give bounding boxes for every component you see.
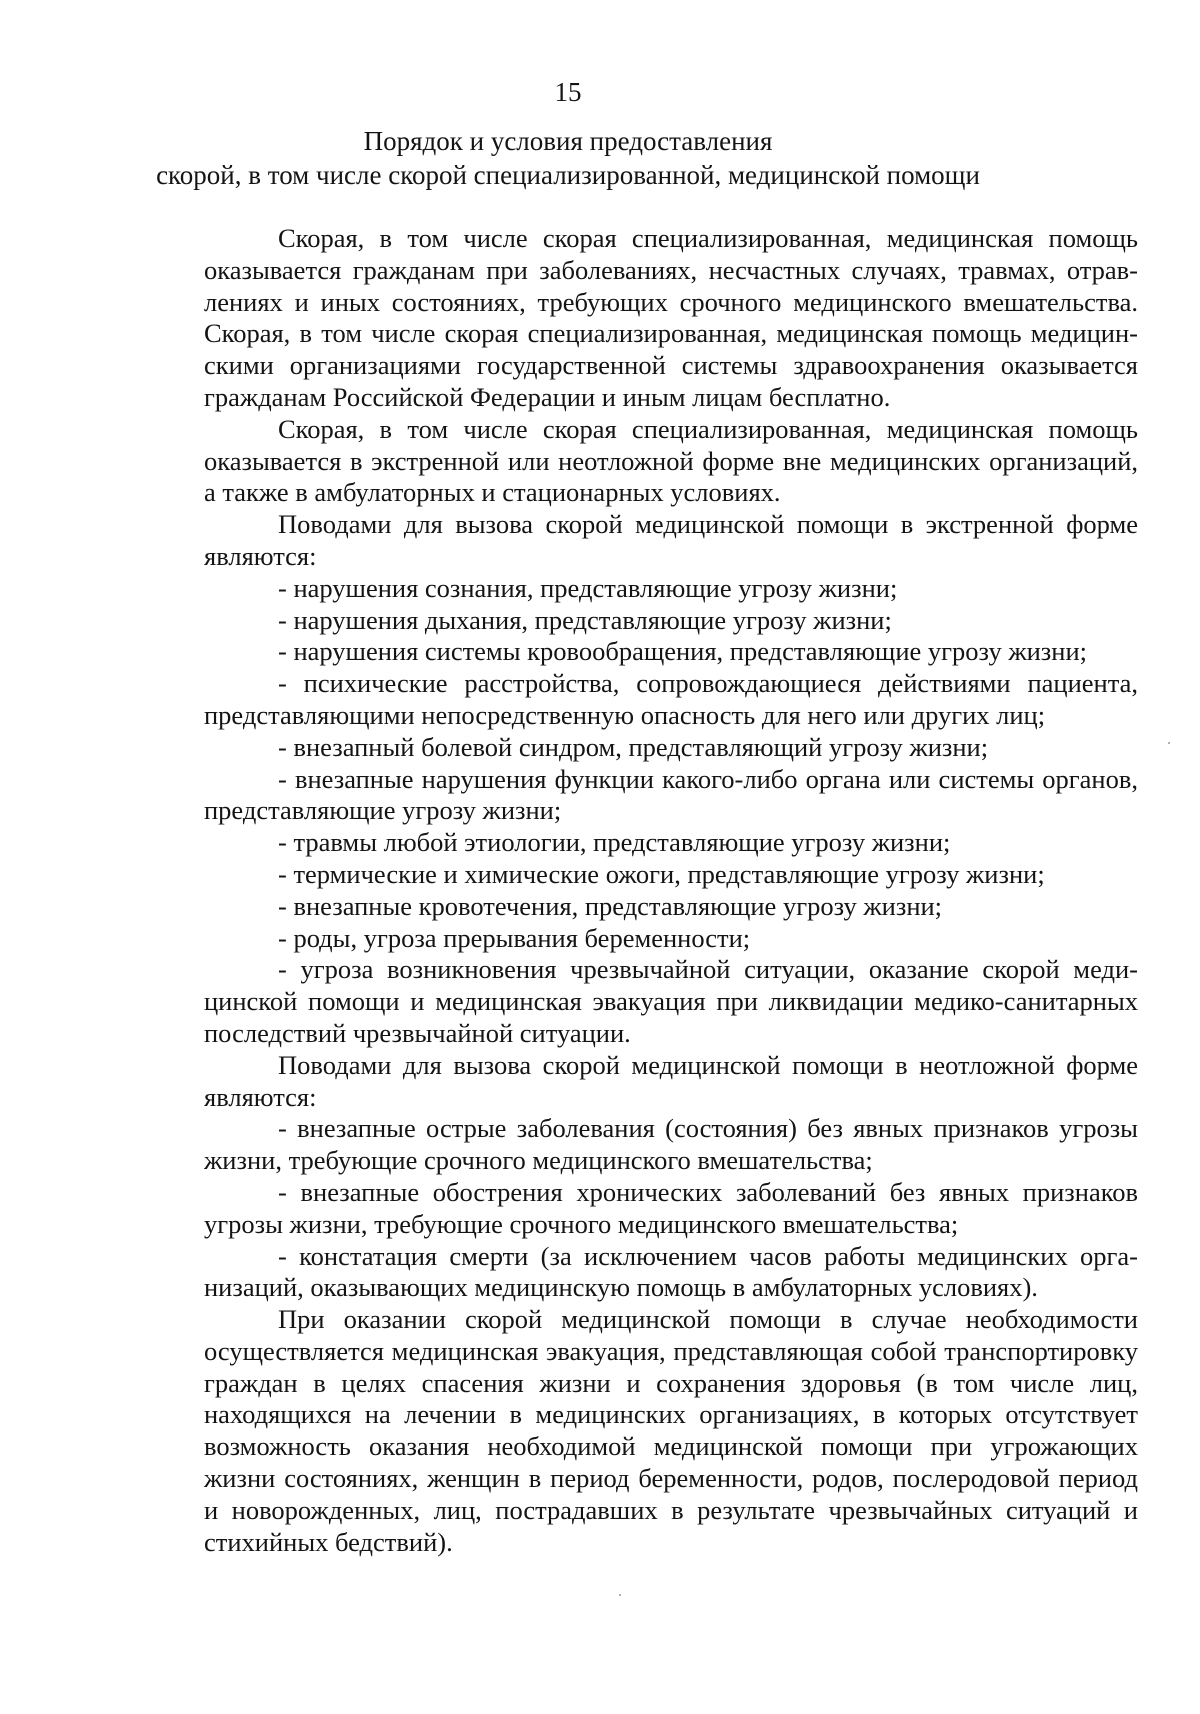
scan-speck — [1168, 742, 1170, 744]
list-item: - нарушения сознания, представляющие угрозу жизни; — [278, 572, 898, 603]
list-item: - угроза возникновения чрезвычайной ситуации, оказание скорой медицинской помощи и медицинская эвакуация при ликвидации медико-санитарных последствий чрезвычайной ситуации. — [204, 954, 1138, 1048]
list-item: - роды, угроза прерывания беременности; — [278, 922, 751, 953]
list-item: - констатация смерти (за исключением часов работы медицинских организаций, оказывающих медицинскую помощь в амбулаторных условиях). — [204, 1240, 1138, 1303]
list-item: - нарушения системы кровообращения, представляющие угрозу жизни; — [278, 636, 1088, 667]
scan-speck — [619, 1594, 621, 1596]
paragraph-intro-1: Скорая, в том числе скорая специализированная, медицинская помощь оказывается гражданам при заболеваниях, несчастных случаях, травмах, отравлениях и иных состояниях, требующих срочного медицинского вмешательства. Скорая, в том числе скорая специализированная, медицинская помощь медицинскими организациями государственной системы здравоохранения оказывается гражданам Российской Федерации и иным лицам бесплатно. — [204, 223, 1138, 412]
list-item: - внезапные острые заболевания (состояния) без явных признаков угрозы жизни, требующие срочного медицинского вмешательства; — [204, 1113, 1138, 1176]
section-heading — [0, 124, 1136, 192]
paragraph-urgent-reasons: Поводами для вызова скорой медицинской помощи в неотложной форме являются: — [204, 1049, 1138, 1112]
heading-line-2: скорой, в том числе скорой специализированной, медицинской помощи — [156, 160, 980, 190]
list-item: - термические и химические ожоги, представляющие угрозу жизни; — [278, 858, 1045, 889]
document-body — [204, 223, 1138, 1558]
list-item: - внезапные нарушения функции какого-либо органа или системы органов, представляющие угрозу жизни; — [204, 763, 1138, 826]
list-item: - травмы любой этиологии, представляющие угрозу жизни; — [278, 827, 951, 858]
list-item: - внезапный болевой синдром, представляющий угрозу жизни; — [278, 731, 989, 762]
paragraph-intro-2: Скорая, в том числе скорая специализированная, медицинская помощь оказывается в экстренной или неотложной форме вне медицинских организаций, а также в амбулаторных и стационарных условиях. — [204, 413, 1138, 508]
paragraph-evacuation: При оказании скорой медицинской помощи в случае необходимости осуществляется медицинская эвакуация, представляющая собой транспортировку граждан в целях спасения жизни и сохранения здоровья (в том числе лиц, находящихся на лечении в медицинских организациях, в которых отсутствует возможность оказания необходимой медицинской помощи при угрожающих жизни состояниях, женщин в период беременности, родов, послеродовой период и новорожденных, лиц, пострадавших в результате чрезвычайных ситуаций и стихийных бедствий). — [204, 1304, 1138, 1557]
paragraph-emergency-reasons: Поводами для вызова скорой медицинской помощи в экстренной форме являются: — [204, 509, 1138, 571]
list-item: - психические расстройства, сопровождающиеся действиями пациента, представляющими непосредственную опасность для него или других лиц; — [204, 668, 1138, 730]
list-item: - внезапные кровотечения, представляющие угрозу жизни; — [278, 890, 943, 921]
list-item: - нарушения дыхания, представляющие угрозу жизни; — [278, 604, 892, 635]
heading-line-1: Порядок и условия предоставления — [363, 126, 773, 156]
list-item: - внезапные обострения хронических заболеваний без явных признаков угрозы жизни, требующие срочного медицинского вмешательства; — [204, 1176, 1138, 1239]
page-number: 15 — [554, 77, 582, 107]
